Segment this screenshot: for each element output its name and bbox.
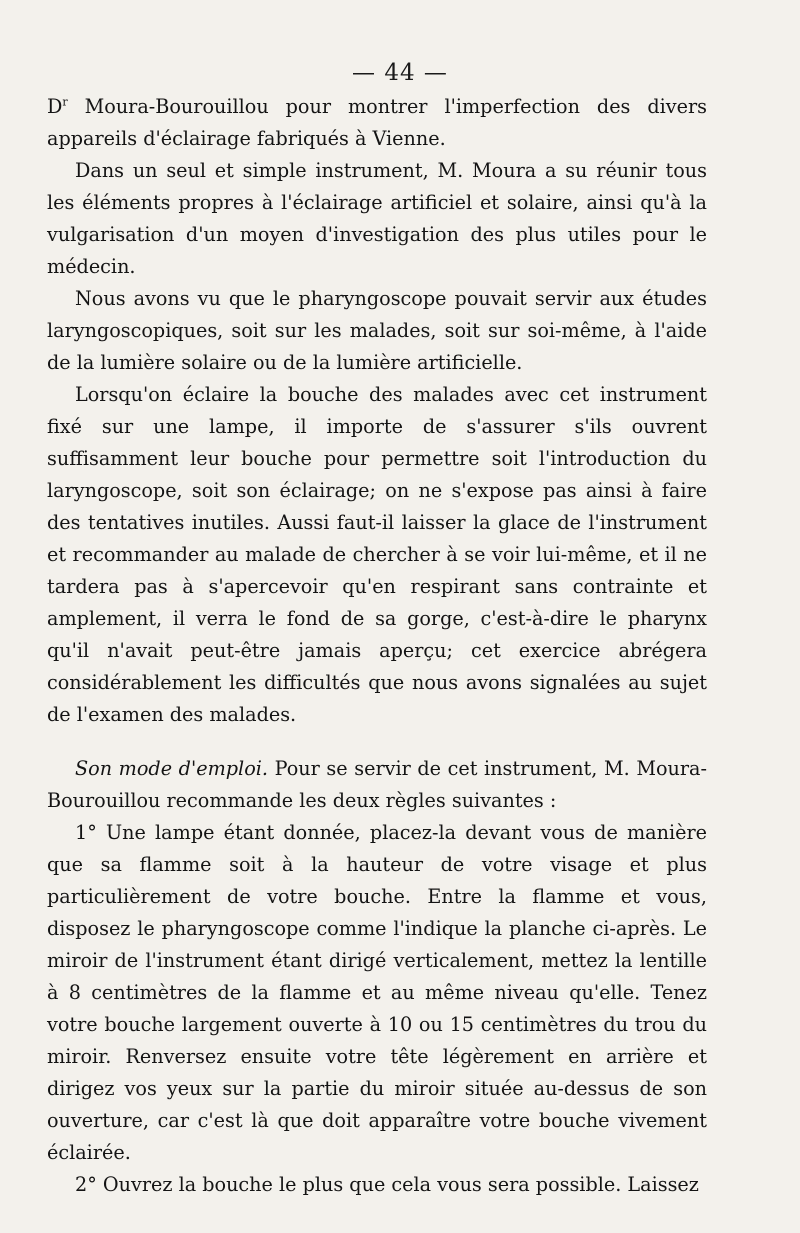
paragraph-rule-two: 2° Ouvrez la bouche le plus que cela vous sera possible. Laissez <box>75 1173 699 1196</box>
paragraph-laryngoscopic-studies: Nous avons vu que le pharyngoscope pouvait servir aux études laryngoscopiques, soit sur les malades, soit sur soi-même, à l'aide de la lumière solaire ou de la lumière artificielle. <box>47 287 707 374</box>
body-text <box>47 91 707 1201</box>
page-number: — 44 — <box>352 60 448 86</box>
paragraph-instrument: Dans un seul et simple instrument, M. Moura a su réunir tous les éléments propres à l'éclairage artificiel et solaire, ainsi qu'à la vulgarisation d'un moyen d'investigation des plus utiles pour le médecin. <box>47 159 707 278</box>
paragraph-text: Pour se servir de cet instrument, M. Moura-Bourouillou recommande les deux règles suivantes : <box>47 757 707 812</box>
section-heading: Son mode d'emploi. <box>75 757 268 780</box>
paragraph-continuation <box>47 91 707 155</box>
paragraph-rule-one: 1° Une lampe étant donnée, placez-la devant vous de manière que sa flamme soit à la hauteur de votre visage et plus particulièrement de votre bouche. Entre la flamme et vous, disposez le pharyngoscope comme l'indique la planche ci-après. Le miroir de l'instrument étant dirigé verticalement, mettez la lentille à 8 centimètres de la flamme et au même niveau qu'elle. Tenez votre bouche largement ouverte à 10 ou 15 centimètres du trou du miroir. Renversez ensuite votre tête légèrement en arrière et dirigez vos yeux sur la partie du miroir située au-dessus de son ouverture, car c'est là que doit apparaître votre bouche vivement éclairée. <box>47 821 707 1164</box>
doctor-abbreviation: D <box>47 95 63 118</box>
paragraph-text: Moura-Bourouillou pour montrer l'imperfection des divers appareils d'éclairage fabriqués à Vienne. <box>47 95 707 150</box>
paragraph-mode-of-use <box>47 753 707 817</box>
doctor-abbreviation-superscript: r <box>62 95 68 109</box>
paragraph-lamp-usage: Lorsqu'on éclaire la bouche des malades avec cet instrument fixé sur une lampe, il importe de s'assurer s'ils ouvrent suffisamment leur bouche pour permettre soit l'introduction du laryngoscope, soit son éclairage; on ne s'expose pas ainsi à faire des tentatives inutiles. Aussi faut-il laisser la glace de l'instrument et recommander au malade de chercher à se voir lui-même, et il ne tardera pas à s'apercevoir qu'en respirant sans contrainte et amplement, il verra le fond de sa gorge, c'est-à-dire le pharynx qu'il n'avait peut-être jamais aperçu; cet exercice abrégera considérablement les difficultés que nous avons signalées au sujet de l'examen des malades. <box>47 383 707 726</box>
